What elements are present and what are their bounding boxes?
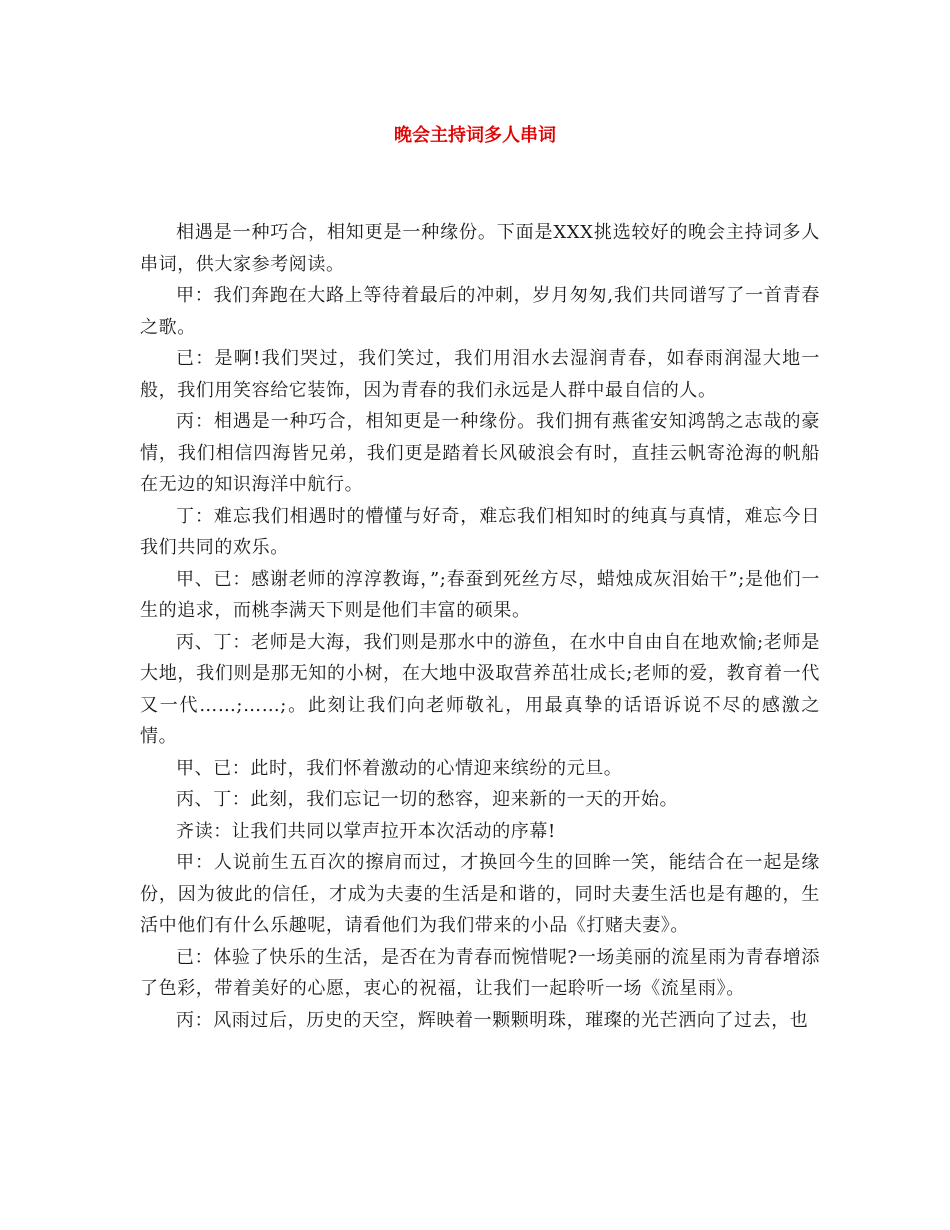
paragraph-speaker: 甲：人说前生五百次的擦肩而过，才换回今生的回眸一笑，能结合在一起是缘份，因为彼此的信任，才成为夫妻的生活是和谐的，同时夫妻生活也是有趣的，生活中他们有什么乐趣呢，请看他们为我们带来的小品《打赌夫妻》。 <box>140 852 820 936</box>
paragraph-speaker: 甲、已：感谢老师的淳淳教诲，”;春蚕到死丝方尽，蜡烛成灰泪始干”;是他们一生的追求，而桃李满天下则是他们丰富的硕果。 <box>140 568 820 621</box>
paragraph-speaker: 丙：相遇是一种巧合，相知更是一种缘份。我们拥有燕雀安知鸿鹄之志哉的豪情，我们相信四海皆兄弟，我们更是踏着长风破浪会有时，直挂云帆寄沧海的帆船在无边的知识海洋中航行。 <box>140 411 820 495</box>
paragraph-speaker: 丙、丁：此刻，我们忘记一切的愁容，迎来新的一天的开始。 <box>176 789 679 810</box>
paragraph-speaker: 丙：风雨过后，历史的天空，辉映着一颗颗明珠，璀璨的光芒洒向了过去，也 <box>176 1009 809 1031</box>
document-title: 晚会主持词多人串词 <box>394 125 556 146</box>
document-body <box>140 217 820 1036</box>
paragraph-speaker: 甲：我们奔跑在大路上等待着最后的冲刺，岁月匆匆,我们共同谱写了一首青春之歌。 <box>140 285 820 338</box>
paragraph-speaker: 已：体验了快乐的生活，是否在为青春而惋惜呢?一场美丽的流星雨为青春增添了色彩，带着美好的心愿，衷心的祝福，让我们一起聆听一场《流星雨》。 <box>140 946 820 999</box>
paragraph-speaker: 丁：难忘我们相遇时的懵懂与好奇，难忘我们相知时的纯真与真情，难忘今日我们共同的欢乐。 <box>140 505 820 558</box>
paragraph-speaker: 甲、已：此时，我们怀着激动的心情迎来缤纷的元旦。 <box>176 757 623 779</box>
paragraph-intro: 相遇是一种巧合，相知更是一种缘份。下面是XXX挑选较好的晚会主持词多人串词，供大家参考阅读。 <box>140 222 820 275</box>
paragraph-speaker: 齐读：让我们共同以掌声拉开本次活动的序幕! <box>176 820 556 842</box>
paragraph-speaker: 丙、丁：老师是大海，我们则是那水中的游鱼，在水中自由自在地欢愉;老师是大地，我们则是那无知的小树，在大地中汲取营养茁壮成长;老师的爱，教育着一代又一代……;……;。此刻让我们向老师敬礼，用最真挚的话语诉说不尽的感激之情。 <box>140 631 820 747</box>
paragraph-speaker: 已：是啊!我们哭过，我们笑过，我们用泪水去湿润青春，如春雨润湿大地一般，我们用笑容给它装饰，因为青春的我们永远是人群中最自信的人。 <box>140 348 820 401</box>
